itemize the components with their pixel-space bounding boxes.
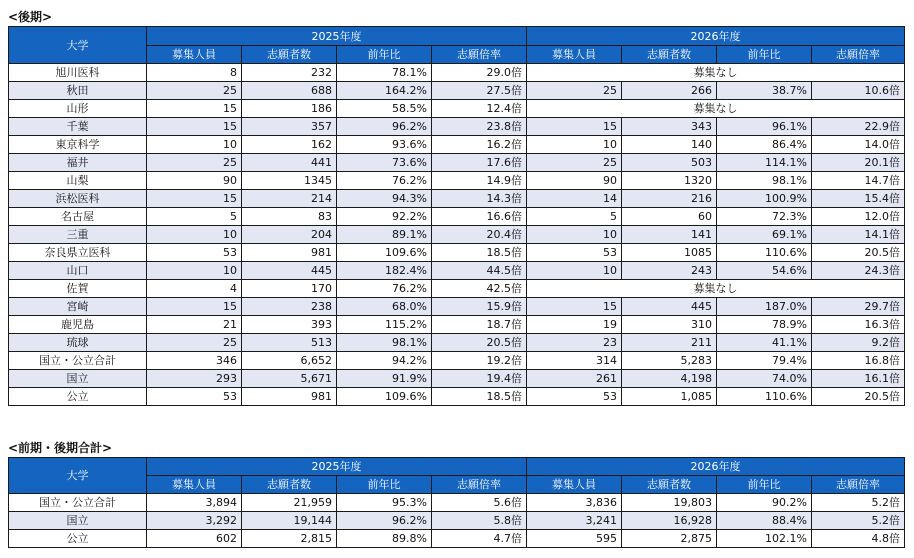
cell-2025-ratio: 18.5倍 (432, 244, 527, 262)
cell-2025-yoy: 182.4% (337, 262, 432, 280)
cell-2025-capacity: 21 (147, 316, 242, 334)
cell-2026-ratio: 5.2倍 (812, 512, 905, 530)
university-name: 東京科学 (9, 136, 147, 154)
cell-2026-applicants: 343 (622, 118, 717, 136)
university-name: 山梨 (9, 172, 147, 190)
cell-2025-applicants: 513 (242, 334, 337, 352)
cell-2026-ratio: 4.8倍 (812, 530, 905, 548)
cell-2025-ratio: 16.2倍 (432, 136, 527, 154)
cell-2025-capacity: 10 (147, 226, 242, 244)
cell-2026-yoy: 110.6% (717, 388, 812, 406)
table-row (9, 100, 905, 118)
university-name: 佐賀 (9, 280, 147, 298)
table-row (9, 262, 905, 280)
table-row (9, 172, 905, 190)
cell-2025-capacity: 15 (147, 100, 242, 118)
cell-2025-yoy: 164.2% (337, 82, 432, 100)
cell-2026-capacity: 10 (527, 136, 622, 154)
cell-2025-applicants: 232 (242, 64, 337, 82)
cell-2025-yoy: 89.8% (337, 530, 432, 548)
cell-2025-ratio: 27.5倍 (432, 82, 527, 100)
cell-2025-ratio: 15.9倍 (432, 298, 527, 316)
no-recruitment-note: 募集なし (527, 280, 905, 298)
table-row (9, 118, 905, 136)
table-row (9, 298, 905, 316)
cell-2026-applicants: 4,198 (622, 370, 717, 388)
cell-2026-ratio: 14.7倍 (812, 172, 905, 190)
university-name: 国立・公立合計 (9, 352, 147, 370)
cell-2026-yoy: 86.4% (717, 136, 812, 154)
cell-2026-capacity: 10 (527, 262, 622, 280)
cell-2026-applicants: 503 (622, 154, 717, 172)
university-name: 鹿児島 (9, 316, 147, 334)
cell-2025-applicants: 21,959 (242, 494, 337, 512)
cell-2026-ratio: 20.5倍 (812, 244, 905, 262)
header-yoy: 前年比 (337, 476, 432, 494)
cell-2025-capacity: 602 (147, 530, 242, 548)
cell-2025-yoy: 115.2% (337, 316, 432, 334)
cell-2026-ratio: 16.3倍 (812, 316, 905, 334)
cell-2025-yoy: 93.6% (337, 136, 432, 154)
cell-2025-ratio: 14.9倍 (432, 172, 527, 190)
table-row (9, 226, 905, 244)
cell-2026-yoy: 98.1% (717, 172, 812, 190)
cell-2025-applicants: 1345 (242, 172, 337, 190)
cell-2025-capacity: 8 (147, 64, 242, 82)
university-name: 国立・公立合計 (9, 494, 147, 512)
table-row (9, 82, 905, 100)
cell-2025-capacity: 5 (147, 208, 242, 226)
cell-2026-yoy: 38.7% (717, 82, 812, 100)
total-table-body (9, 494, 905, 548)
header-university: 大学 (9, 27, 147, 64)
cell-2026-capacity: 595 (527, 530, 622, 548)
cell-2025-applicants: 981 (242, 244, 337, 262)
cell-2026-yoy: 88.4% (717, 512, 812, 530)
cell-2026-capacity: 10 (527, 226, 622, 244)
cell-2025-capacity: 15 (147, 298, 242, 316)
cell-2026-applicants: 19,803 (622, 494, 717, 512)
cell-2025-ratio: 20.4倍 (432, 226, 527, 244)
cell-2025-ratio: 18.5倍 (432, 388, 527, 406)
cell-2026-applicants: 216 (622, 190, 717, 208)
cell-2025-applicants: 688 (242, 82, 337, 100)
cell-2025-yoy: 109.6% (337, 388, 432, 406)
university-name: 千葉 (9, 118, 147, 136)
cell-2025-capacity: 4 (147, 280, 242, 298)
cell-2025-yoy: 92.2% (337, 208, 432, 226)
cell-2026-ratio: 5.2倍 (812, 494, 905, 512)
header-ratio: 志願倍率 (812, 46, 905, 64)
cell-2025-ratio: 44.5倍 (432, 262, 527, 280)
header-ratio: 志願倍率 (812, 476, 905, 494)
cell-2026-capacity: 5 (527, 208, 622, 226)
cell-2026-capacity: 25 (527, 82, 622, 100)
cell-2026-capacity: 23 (527, 334, 622, 352)
cell-2026-applicants: 140 (622, 136, 717, 154)
cell-2026-applicants: 2,875 (622, 530, 717, 548)
university-name: 奈良県立医科 (9, 244, 147, 262)
cell-2026-applicants: 445 (622, 298, 717, 316)
cell-2026-yoy: 100.9% (717, 190, 812, 208)
cell-2026-capacity: 14 (527, 190, 622, 208)
cell-2026-yoy: 72.3% (717, 208, 812, 226)
cell-2026-applicants: 1085 (622, 244, 717, 262)
university-name: 福井 (9, 154, 147, 172)
university-name: 公立 (9, 530, 147, 548)
cell-2025-yoy: 76.2% (337, 172, 432, 190)
cell-2026-ratio: 12.0倍 (812, 208, 905, 226)
cell-2026-ratio: 15.4倍 (812, 190, 905, 208)
cell-2026-yoy: 78.9% (717, 316, 812, 334)
cell-2025-applicants: 5,671 (242, 370, 337, 388)
cell-2026-yoy: 102.1% (717, 530, 812, 548)
cell-2025-capacity: 10 (147, 262, 242, 280)
cell-2025-capacity: 3,894 (147, 494, 242, 512)
table-row (9, 334, 905, 352)
table-row (9, 280, 905, 298)
cell-2025-yoy: 76.2% (337, 280, 432, 298)
kouki-table (8, 26, 905, 406)
cell-2026-ratio: 24.3倍 (812, 262, 905, 280)
table-row (9, 64, 905, 82)
cell-2026-capacity: 15 (527, 118, 622, 136)
cell-2026-yoy: 79.4% (717, 352, 812, 370)
cell-2025-capacity: 346 (147, 352, 242, 370)
cell-2026-capacity: 3,241 (527, 512, 622, 530)
university-name: 国立 (9, 370, 147, 388)
cell-2026-yoy: 110.6% (717, 244, 812, 262)
cell-2025-ratio: 19.2倍 (432, 352, 527, 370)
cell-2025-capacity: 53 (147, 244, 242, 262)
cell-2026-yoy: 74.0% (717, 370, 812, 388)
cell-2025-ratio: 5.6倍 (432, 494, 527, 512)
cell-2025-applicants: 214 (242, 190, 337, 208)
cell-2025-capacity: 25 (147, 334, 242, 352)
cell-2025-capacity: 10 (147, 136, 242, 154)
cell-2025-yoy: 94.2% (337, 352, 432, 370)
table-row (9, 208, 905, 226)
cell-2026-applicants: 243 (622, 262, 717, 280)
section-title-total: <前期・後期合計> (8, 441, 113, 455)
cell-2025-ratio: 14.3倍 (432, 190, 527, 208)
cell-2026-applicants: 310 (622, 316, 717, 334)
header-yoy: 前年比 (717, 476, 812, 494)
cell-2025-yoy: 98.1% (337, 334, 432, 352)
cell-2025-capacity: 293 (147, 370, 242, 388)
university-name: 名古屋 (9, 208, 147, 226)
table-row (9, 190, 905, 208)
cell-2026-ratio: 16.1倍 (812, 370, 905, 388)
cell-2025-applicants: 6,652 (242, 352, 337, 370)
cell-2025-ratio: 29.0倍 (432, 64, 527, 82)
cell-2026-ratio: 14.1倍 (812, 226, 905, 244)
table-row (9, 136, 905, 154)
total-table (8, 457, 905, 548)
cell-2026-yoy: 187.0% (717, 298, 812, 316)
cell-2026-ratio: 29.7倍 (812, 298, 905, 316)
header-yoy: 前年比 (717, 46, 812, 64)
header-ratio: 志願倍率 (432, 46, 527, 64)
cell-2025-applicants: 357 (242, 118, 337, 136)
cell-2025-yoy: 109.6% (337, 244, 432, 262)
university-name: 浜松医科 (9, 190, 147, 208)
cell-2025-yoy: 58.5% (337, 100, 432, 118)
cell-2026-ratio: 10.6倍 (812, 82, 905, 100)
university-name: 宮崎 (9, 298, 147, 316)
university-name: 山形 (9, 100, 147, 118)
header-university: 大学 (9, 458, 147, 494)
header-capacity: 募集人員 (527, 476, 622, 494)
cell-2026-yoy: 114.1% (717, 154, 812, 172)
cell-2026-capacity: 19 (527, 316, 622, 334)
header-applicants: 志願者数 (242, 476, 337, 494)
cell-2025-ratio: 23.8倍 (432, 118, 527, 136)
cell-2026-applicants: 141 (622, 226, 717, 244)
cell-2026-applicants: 5,283 (622, 352, 717, 370)
table-row (9, 154, 905, 172)
cell-2025-applicants: 204 (242, 226, 337, 244)
cell-2026-yoy: 96.1% (717, 118, 812, 136)
header-capacity: 募集人員 (147, 46, 242, 64)
header-ratio: 志願倍率 (432, 476, 527, 494)
cell-2026-capacity: 261 (527, 370, 622, 388)
cell-2026-yoy: 90.2% (717, 494, 812, 512)
cell-2025-yoy: 94.3% (337, 190, 432, 208)
cell-2026-applicants: 211 (622, 334, 717, 352)
university-name: 公立 (9, 388, 147, 406)
cell-2026-capacity: 3,836 (527, 494, 622, 512)
cell-2026-capacity: 314 (527, 352, 622, 370)
cell-2025-applicants: 83 (242, 208, 337, 226)
cell-2026-yoy: 54.6% (717, 262, 812, 280)
cell-2026-yoy: 69.1% (717, 226, 812, 244)
cell-2025-ratio: 16.6倍 (432, 208, 527, 226)
cell-2026-applicants: 1320 (622, 172, 717, 190)
table-row (9, 370, 905, 388)
cell-2025-applicants: 162 (242, 136, 337, 154)
cell-2025-applicants: 2,815 (242, 530, 337, 548)
cell-2025-capacity: 90 (147, 172, 242, 190)
cell-2025-applicants: 238 (242, 298, 337, 316)
cell-2025-applicants: 186 (242, 100, 337, 118)
cell-2026-capacity: 53 (527, 244, 622, 262)
cell-2026-capacity: 90 (527, 172, 622, 190)
cell-2025-ratio: 12.4倍 (432, 100, 527, 118)
cell-2025-ratio: 18.7倍 (432, 316, 527, 334)
cell-2026-ratio: 20.1倍 (812, 154, 905, 172)
cell-2025-yoy: 89.1% (337, 226, 432, 244)
university-name: 国立 (9, 512, 147, 530)
cell-2026-ratio: 9.2倍 (812, 334, 905, 352)
cell-2025-applicants: 445 (242, 262, 337, 280)
cell-2026-applicants: 60 (622, 208, 717, 226)
table-row (9, 512, 905, 530)
section-title-kouki: <後期> (8, 10, 53, 24)
header-year-2025: 2025年度 (147, 27, 527, 46)
cell-2026-yoy: 41.1% (717, 334, 812, 352)
cell-2025-ratio: 4.7倍 (432, 530, 527, 548)
university-name: 旭川医科 (9, 64, 147, 82)
cell-2025-capacity: 53 (147, 388, 242, 406)
cell-2026-ratio: 16.8倍 (812, 352, 905, 370)
cell-2025-applicants: 393 (242, 316, 337, 334)
kouki-table-body (9, 64, 905, 406)
no-recruitment-note: 募集なし (527, 100, 905, 118)
cell-2026-capacity: 53 (527, 388, 622, 406)
cell-2025-yoy: 96.2% (337, 512, 432, 530)
table-row (9, 352, 905, 370)
university-name: 三重 (9, 226, 147, 244)
no-recruitment-note: 募集なし (527, 64, 905, 82)
cell-2025-applicants: 19,144 (242, 512, 337, 530)
cell-2025-ratio: 42.5倍 (432, 280, 527, 298)
university-name: 山口 (9, 262, 147, 280)
university-name: 秋田 (9, 82, 147, 100)
cell-2026-capacity: 25 (527, 154, 622, 172)
cell-2025-capacity: 15 (147, 118, 242, 136)
header-year-2026: 2026年度 (527, 27, 905, 46)
cell-2026-applicants: 1,085 (622, 388, 717, 406)
cell-2025-yoy: 95.3% (337, 494, 432, 512)
cell-2025-applicants: 441 (242, 154, 337, 172)
cell-2025-ratio: 19.4倍 (432, 370, 527, 388)
header-applicants: 志願者数 (242, 46, 337, 64)
cell-2025-yoy: 91.9% (337, 370, 432, 388)
cell-2025-yoy: 78.1% (337, 64, 432, 82)
header-capacity: 募集人員 (147, 476, 242, 494)
header-year-2026: 2026年度 (527, 458, 905, 476)
cell-2025-ratio: 20.5倍 (432, 334, 527, 352)
cell-2026-ratio: 14.0倍 (812, 136, 905, 154)
university-name: 琉球 (9, 334, 147, 352)
cell-2025-ratio: 17.6倍 (432, 154, 527, 172)
cell-2025-capacity: 15 (147, 190, 242, 208)
header-year-2025: 2025年度 (147, 458, 527, 476)
cell-2025-capacity: 25 (147, 154, 242, 172)
cell-2026-applicants: 16,928 (622, 512, 717, 530)
cell-2025-yoy: 96.2% (337, 118, 432, 136)
cell-2026-applicants: 266 (622, 82, 717, 100)
table-row (9, 388, 905, 406)
header-applicants: 志願者数 (622, 46, 717, 64)
cell-2026-ratio: 22.9倍 (812, 118, 905, 136)
cell-2025-yoy: 68.0% (337, 298, 432, 316)
table-row (9, 244, 905, 262)
table-row (9, 494, 905, 512)
header-applicants: 志願者数 (622, 476, 717, 494)
table-row (9, 316, 905, 334)
cell-2026-capacity: 15 (527, 298, 622, 316)
cell-2026-ratio: 20.5倍 (812, 388, 905, 406)
cell-2025-applicants: 170 (242, 280, 337, 298)
table-row (9, 530, 905, 548)
cell-2025-capacity: 3,292 (147, 512, 242, 530)
header-yoy: 前年比 (337, 46, 432, 64)
header-capacity: 募集人員 (527, 46, 622, 64)
cell-2025-capacity: 25 (147, 82, 242, 100)
cell-2025-applicants: 981 (242, 388, 337, 406)
cell-2025-ratio: 5.8倍 (432, 512, 527, 530)
cell-2025-yoy: 73.6% (337, 154, 432, 172)
